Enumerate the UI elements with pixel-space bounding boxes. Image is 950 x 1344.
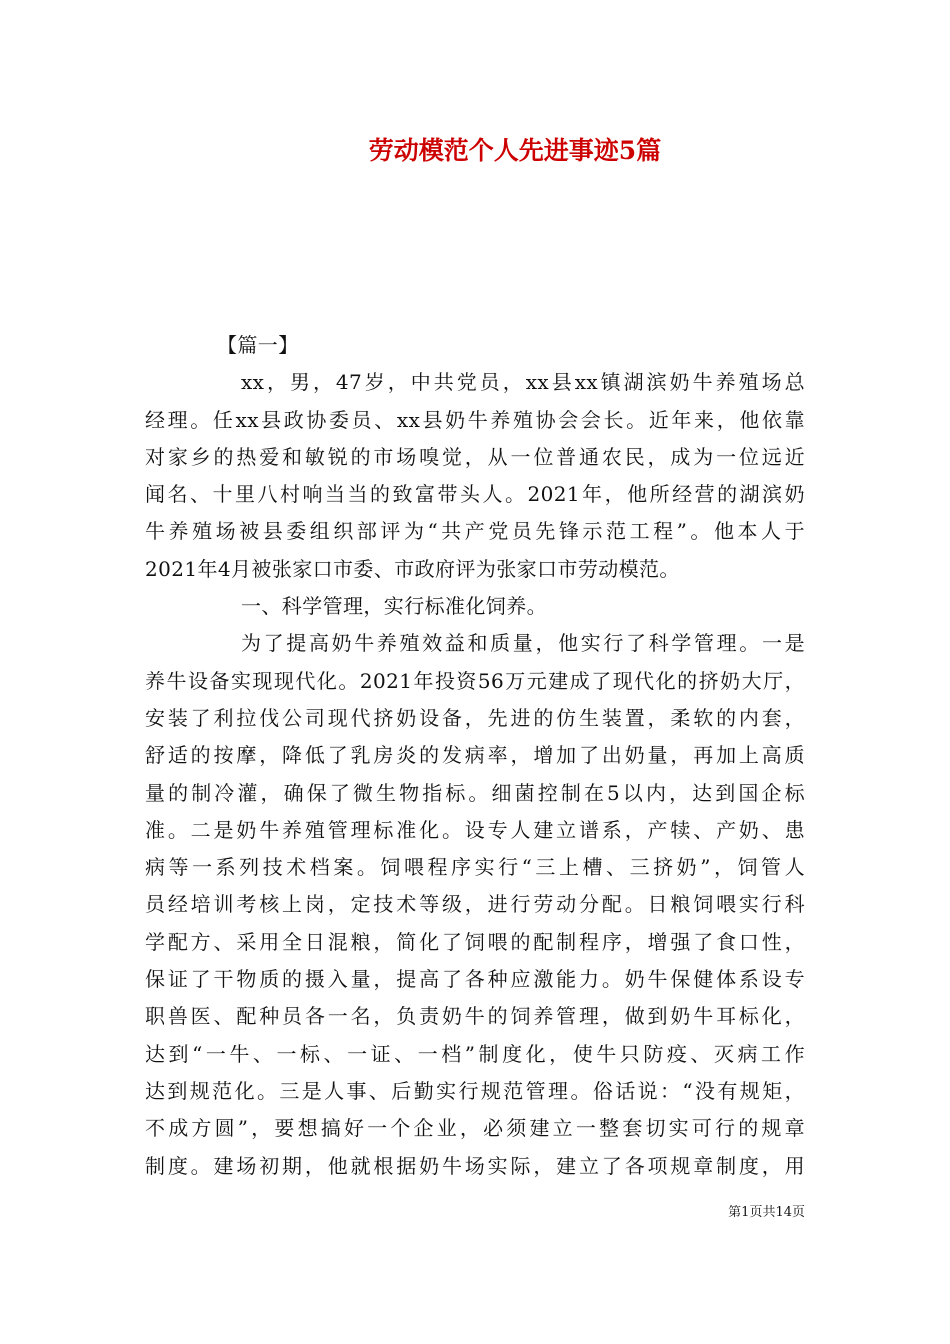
paragraph-line: 闻名、十里八村响当当的致富带头人。2021年，他所经营的湖滨奶 (145, 482, 805, 507)
section-heading: 一、科学管理，实行标准化饲养。 (241, 594, 547, 619)
paragraph-line: 员经培训考核上岗，定技术等级，进行劳动分配。日粮饲喂实行科 (145, 892, 805, 917)
paragraph-line: 对家乡的热爱和敏锐的市场嗅觉，从一位普通农民，成为一位远近 (145, 444, 805, 469)
paragraph-line: 经理。任xx县政协委员、xx县奶牛养殖协会会长。近年来，他依靠 (145, 407, 805, 432)
section-label: 【篇一】 (217, 333, 299, 357)
paragraph-line: 养牛设备实现现代化。2021年投资56万元建成了现代化的挤奶大厅， (145, 668, 805, 693)
paragraph-line: 学配方、采用全日混粮，简化了饲喂的配制程序，增强了食口性， (145, 929, 805, 954)
paragraph-line: 病等一系列技术档案。饲喂程序实行“三上槽、三挤奶”，饲管人 (145, 855, 805, 880)
page-title-text: 劳动模范个人先进事迹5篇 (368, 136, 662, 165)
paragraph-line: 为了提高奶牛养殖效益和质量，他实行了科学管理。一是 (241, 631, 805, 656)
page-indicator: 第1页共14页 (728, 1205, 805, 1220)
paragraph-line: 牛养殖场被县委组织部评为“共产党员先锋示范工程”。他本人于 (145, 519, 805, 544)
paragraph-line: 不成方圆”，要想搞好一个企业，必须建立一整套切实可行的规章 (145, 1116, 805, 1141)
paragraph-line: xx，男，47岁，中共党员，xx县xx镇湖滨奶牛养殖场总 (241, 370, 805, 395)
paragraph-line: 制度。建场初期，他就根据奶牛场实际，建立了各项规章制度，用 (145, 1153, 805, 1178)
paragraph-line: 达到规范化。三是人事、后勤实行规范管理。俗话说：“没有规矩， (145, 1078, 805, 1103)
page-footer (728, 1204, 805, 1222)
paragraph-line: 安装了利拉伐公司现代挤奶设备，先进的仿生装置，柔软的内套， (145, 705, 805, 730)
paragraph-line: 准。二是奶牛养殖管理标准化。设专人建立谱系，产犊、产奶、患 (145, 817, 805, 842)
paragraph-line: 保证了干物质的摄入量，提高了各种应激能力。奶牛保健体系设专 (145, 967, 805, 992)
paragraph-line: 2021年4月被张家口市委、市政府评为张家口市劳动模范。 (145, 556, 680, 581)
paragraph-line: 舒适的按摩，降低了乳房炎的发病率，增加了出奶量，再加上高质 (145, 743, 805, 768)
page-title (0, 133, 950, 169)
paragraph-line: 达到“一牛、一标、一证、一档”制度化，使牛只防疫、灭病工作 (145, 1041, 805, 1066)
paragraph-line: 职兽医、配种员各一名，负责奶牛的饲养管理，做到奶牛耳标化， (145, 1004, 805, 1029)
paragraph-line: 量的制冷灌，确保了微生物指标。细菌控制在5以内，达到国企标 (145, 780, 805, 805)
article-body (145, 327, 805, 1185)
